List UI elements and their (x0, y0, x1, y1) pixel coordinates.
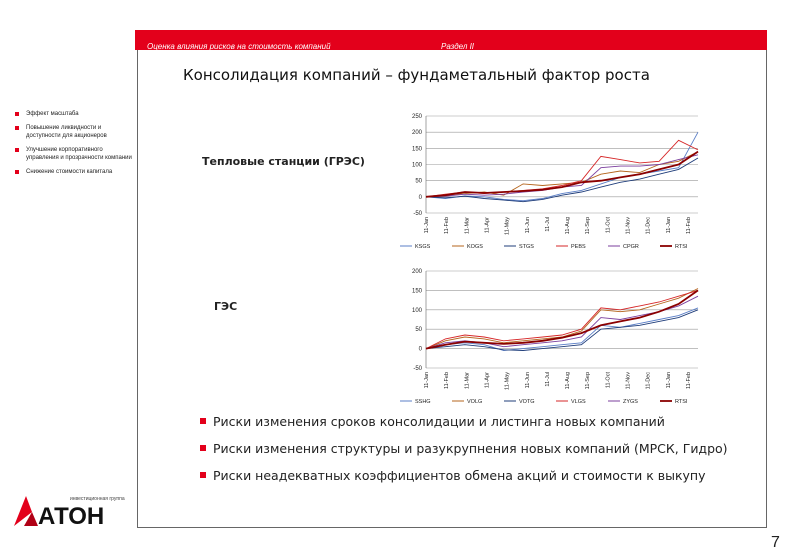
x-tick-label: 11-Sep (585, 217, 592, 235)
legend-label: STGS (519, 244, 534, 250)
y-tick-label: 0 (418, 346, 422, 353)
sidebar-item (14, 110, 134, 118)
x-tick-label: 11-Apr (484, 217, 491, 234)
y-tick-label: -50 (413, 366, 422, 372)
x-tick-label: 11-May (504, 217, 511, 235)
bullet-text: Риски изменения сроков консолидации и листинга новых компаний (213, 414, 665, 429)
series-line-rtsi (426, 152, 698, 197)
legend-label: VOTG (519, 399, 535, 405)
x-tick-label: 11-Nov (625, 372, 632, 390)
bullet-text: Риски изменения структуры и разукрупнения новых компаний (МРСК, Гидро) (213, 441, 728, 456)
x-tick-label: 11-Aug (565, 217, 572, 235)
legend-label: ZYGS (623, 399, 638, 405)
x-tick-label: 11-Mar (464, 372, 471, 390)
bullet-item (200, 468, 760, 484)
x-tick-label: 11-Apr (484, 372, 491, 389)
x-tick-label: 11-Oct (605, 372, 612, 389)
bullet-square-icon (200, 418, 206, 424)
y-tick-label: 200 (411, 130, 422, 137)
bullet-square-icon (15, 148, 19, 152)
thermal-stations-chart (390, 108, 710, 258)
left-divider (137, 50, 138, 528)
bottom-divider (137, 527, 767, 528)
page-title: Консолидация компаний – фундаметальный фактор роста (183, 66, 650, 84)
x-tick-label: 11-Jul (544, 217, 551, 232)
x-tick-label: 11-Sep (585, 372, 592, 390)
hydro-stations-chart (390, 263, 710, 413)
aton-logo (10, 492, 130, 533)
legend-label: VLGS (571, 399, 586, 405)
x-tick-label: 11-Jan (665, 372, 672, 389)
bullet-text: Риски неадекватных коэффициентов обмена акций и стоимости к выкупу (213, 468, 706, 483)
header-left-text: Оценка влияния рисков на стоимость компаний (147, 42, 331, 51)
legend-label: CPGR (623, 244, 639, 250)
series-line-pebs (426, 140, 698, 197)
x-tick-label: 11-Feb (686, 217, 692, 235)
x-tick-label: 11-Dec (645, 217, 652, 235)
legend-label: RTSI (675, 399, 688, 405)
bullet-item (200, 441, 760, 457)
x-tick-label: 11-Jan (424, 217, 430, 234)
bullet-square-icon (200, 445, 206, 451)
x-tick-label: 11-Mar (464, 217, 471, 235)
x-tick-label: 11-Aug (565, 372, 572, 390)
sidebar-item-label: Эффект масштаба (26, 111, 79, 117)
risk-bullets (200, 414, 760, 495)
header-bar (135, 30, 767, 50)
y-tick-label: 50 (415, 327, 422, 334)
bullet-square-icon (15, 126, 19, 130)
bullet-square-icon (200, 472, 206, 478)
series-line-zygs (426, 296, 698, 348)
logo-text: АТОН (38, 503, 105, 528)
chart-label-hydro: ГЭС (214, 300, 238, 313)
x-tick-label: 11-Feb (686, 372, 692, 390)
y-tick-label: 200 (411, 269, 422, 275)
series-line-kogs (426, 152, 698, 197)
x-tick-label: 11-Dec (645, 372, 652, 390)
page-number: 7 (771, 534, 780, 551)
sidebar-item-label: Снижение стоимости капитала (26, 169, 113, 175)
x-tick-label: 11-Jul (544, 372, 551, 387)
logo-graphic (10, 492, 130, 528)
y-tick-label: 250 (411, 114, 422, 120)
bullet-square-icon (15, 112, 19, 116)
y-tick-label: 50 (415, 178, 422, 185)
x-tick-label: 11-Jan (424, 372, 430, 389)
sidebar-item (14, 168, 134, 176)
sidebar-item-label: Повышение ликвидности и доступности для акционеров (26, 125, 107, 139)
y-tick-label: 100 (411, 307, 422, 314)
bullet-item (200, 414, 760, 430)
series-line-ksgs (426, 132, 698, 201)
logo-subtitle: инвестиционная группа (70, 496, 125, 502)
legend-label: RTSI (675, 244, 688, 250)
x-tick-label: 11-May (504, 372, 511, 390)
y-tick-label: -50 (413, 211, 422, 217)
sidebar-item (14, 124, 134, 140)
legend-label: KSGS (415, 244, 431, 250)
x-tick-label: 11-Feb (444, 217, 451, 235)
sidebar (14, 110, 134, 182)
sidebar-item-label: Улучшение корпоративного управления и прозрачности компании (26, 147, 132, 161)
y-tick-label: 0 (418, 194, 422, 201)
x-tick-label: 11-Feb (444, 372, 451, 390)
legend-label: VOLG (467, 399, 483, 405)
sidebar-item (14, 146, 134, 162)
series-line-volg (426, 289, 698, 349)
x-tick-label: 11-Jun (524, 217, 531, 234)
right-divider (766, 50, 767, 528)
x-tick-label: 11-Oct (605, 217, 612, 234)
legend-label: KOGS (467, 244, 483, 250)
x-tick-label: 11-Nov (625, 217, 632, 235)
legend-label: PEBS (571, 244, 586, 250)
bullet-square-icon (15, 170, 19, 174)
x-tick-label: 11-Jun (524, 372, 531, 389)
legend-label: SSHG (415, 399, 431, 405)
x-tick-label: 11-Jan (665, 217, 672, 234)
y-tick-label: 150 (411, 146, 422, 153)
chart-label-thermal: Тепловые станции (ГРЭС) (202, 155, 365, 168)
y-tick-label: 100 (411, 162, 422, 169)
header-section-text: Раздел II (441, 42, 475, 51)
y-tick-label: 150 (411, 288, 422, 295)
